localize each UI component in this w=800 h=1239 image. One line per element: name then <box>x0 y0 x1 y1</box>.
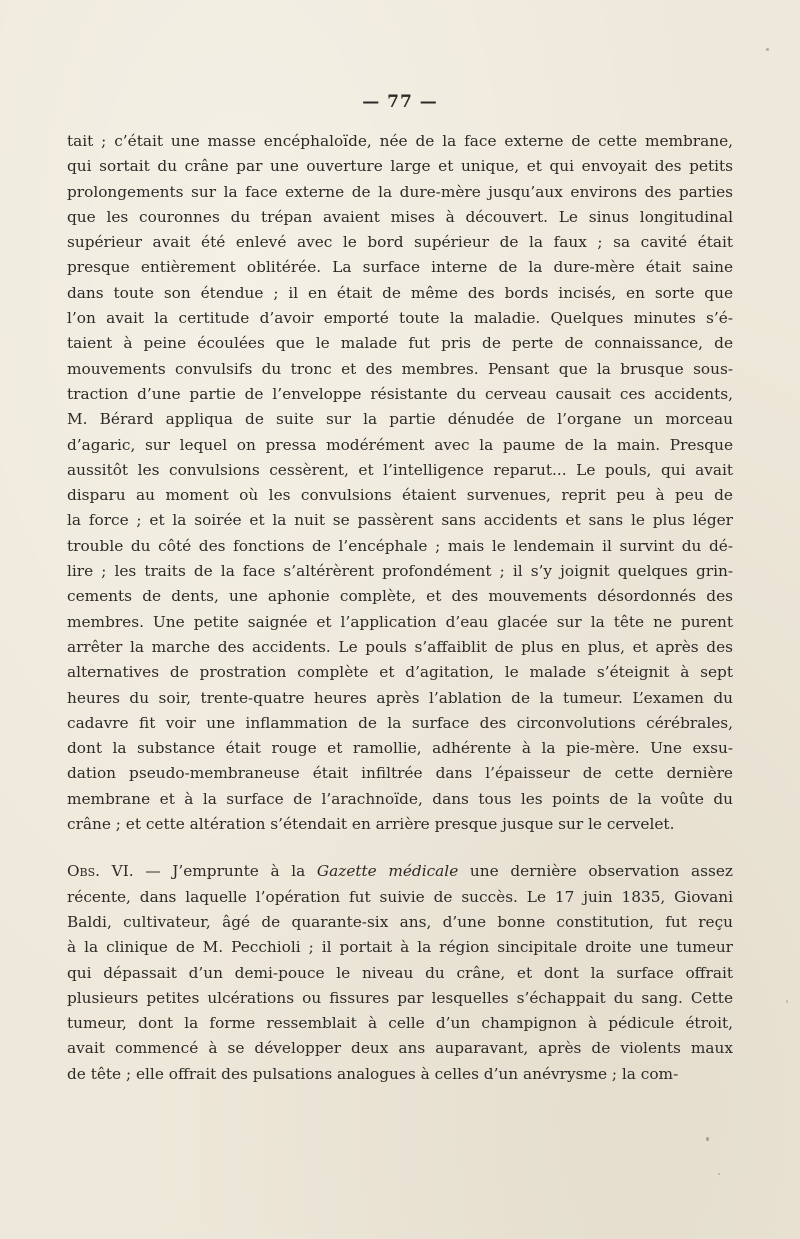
text-line: qui sortait du crâne par une ouverture large et unique, et qui envoyait des petits <box>67 157 733 176</box>
text-line: crâne ; et cette altération s’étendait en arrière presque jusque sur le cervelet. <box>67 815 675 834</box>
journal-title: Gazette médicale <box>316 862 459 881</box>
text-line: cadavre fit voir une inflammation de la surface des circonvolutions cérébrales, <box>67 713 733 732</box>
text-line: supérieur avait été enlevé avec le bord supérieur de la faux ; sa cavité était <box>67 233 733 252</box>
text-line: avait commencé à se développer deux ans auparavant, après de violents maux <box>67 1039 733 1058</box>
text-line: aussitôt les convulsions cessèrent, et l’intelligence reparut... Le pouls, qui avait <box>67 460 733 479</box>
paper-speck <box>766 48 769 51</box>
text-line: à la clinique de M. Pecchioli ; il portait à la région sincipitale droite une tumeur <box>67 938 733 957</box>
text-line: disparu au moment où les convulsions étaient survenues, reprit peu à peu de <box>67 486 733 505</box>
text-line: traction d’une partie de l’enveloppe résistante du cerveau causait ces accidents, <box>67 384 733 403</box>
paper-speck <box>786 1000 788 1003</box>
text-line: que les couronnes du trépan avaient mises à découvert. Le sinus longitudinal <box>67 207 733 226</box>
paragraph-continued-case <box>67 129 733 837</box>
text-line: l’on avait la certitude d’avoir emporté toute la maladie. Quelques minutes s’é- <box>67 309 733 328</box>
text-line: prolongements sur la face externe de la dure-mère jusqu’aux environs des parties <box>67 182 733 201</box>
text-line: heures du soir, trente-quatre heures après l’ablation de la tumeur. L’examen du <box>67 688 733 707</box>
text-line: membrane et à la surface de l’arachnoïde, dans tous les points de la voûte du <box>67 789 733 808</box>
text-line: cements de dents, une aphonie complète, et des mouvements désordonnés des <box>67 587 733 606</box>
text-line: de tête ; elle offrait des pulsations analogues à celles d’un anévrysme ; la com- <box>67 1064 679 1083</box>
paragraph-observation-vi <box>67 859 733 1087</box>
paragraph-gap <box>67 837 733 859</box>
text-line: plusieurs petites ulcérations ou fissures par lesquelles s’échappait du sang. Cette <box>67 988 733 1007</box>
text-line: membres. Une petite saignée et l’application d’eau glacée sur la tête ne purent <box>67 612 733 631</box>
page-body <box>67 129 733 1087</box>
text-line: tait ; c’était une masse encéphaloïde, née de la face externe de cette membrane, <box>67 132 733 150</box>
text-line: trouble du côté des fonctions de l’encéphale ; mais le lendemain il survint du dé- <box>67 536 733 555</box>
paper-speck <box>718 1173 720 1175</box>
paper-speck <box>108 1000 110 1002</box>
observation-intro-rest: une dernière observation assez <box>458 862 733 881</box>
text-line: alternatives de prostration complète et d’agitation, le malade s’éteignit à sept <box>67 663 733 682</box>
text-line: dans toute son étendue ; il en était de même des bords incisés, en sorte que <box>67 283 733 302</box>
text-line: lire ; les traits de la face s’altérèrent profondément ; il s’y joignit quelques grin- <box>67 562 733 581</box>
text-line: la force ; et la soirée et la nuit se passèrent sans accidents et sans le plus léger <box>67 511 733 530</box>
text-line: dation pseudo-membraneuse était infiltrée dans l’épaisseur de cette dernière <box>67 764 733 783</box>
page-number: — 77 — <box>362 92 438 112</box>
text-line: dont la substance était rouge et ramollie, adhérente à la pie-mère. Une exsu- <box>67 739 733 758</box>
text-line: tumeur, dont la forme ressemblait à celle d’un champignon à pédicule étroit, <box>67 1014 733 1033</box>
text-line: presque entièrement oblitérée. La surface interne de la dure-mère était saine <box>67 258 733 277</box>
text-line: arrêter la marche des accidents. Le pouls s’affaiblit de plus en plus, et après des <box>67 637 733 656</box>
text-line: d’agaric, sur lequel on pressa modérément avec la paume de la main. Presque <box>67 435 733 454</box>
text-line: M. Bérard appliqua de suite sur la partie dénudée de l’organe un morceau <box>67 410 733 429</box>
observation-label: Obs. VI. <box>67 862 134 881</box>
text-line: taient à peine écoulées que le malade fut pris de perte de connaissance, de <box>67 334 733 353</box>
text-line: mouvements convulsifs du tronc et des membres. Pensant que la brusque sous- <box>67 359 733 378</box>
text-line: Baldi, cultivateur, âgé de quarante-six ans, d’une bonne constitution, fut reçu <box>67 912 733 931</box>
text-line: qui dépassait d’un demi-pouce le niveau du crâne, et dont la surface offrait <box>67 963 733 982</box>
paper-speck <box>706 1137 709 1141</box>
text-line: récente, dans laquelle l’opération fut suivie de succès. Le 17 juin 1835, Giovani <box>67 887 733 906</box>
observation-intro: — J’emprunte à la <box>133 862 317 881</box>
text-line <box>67 859 733 884</box>
